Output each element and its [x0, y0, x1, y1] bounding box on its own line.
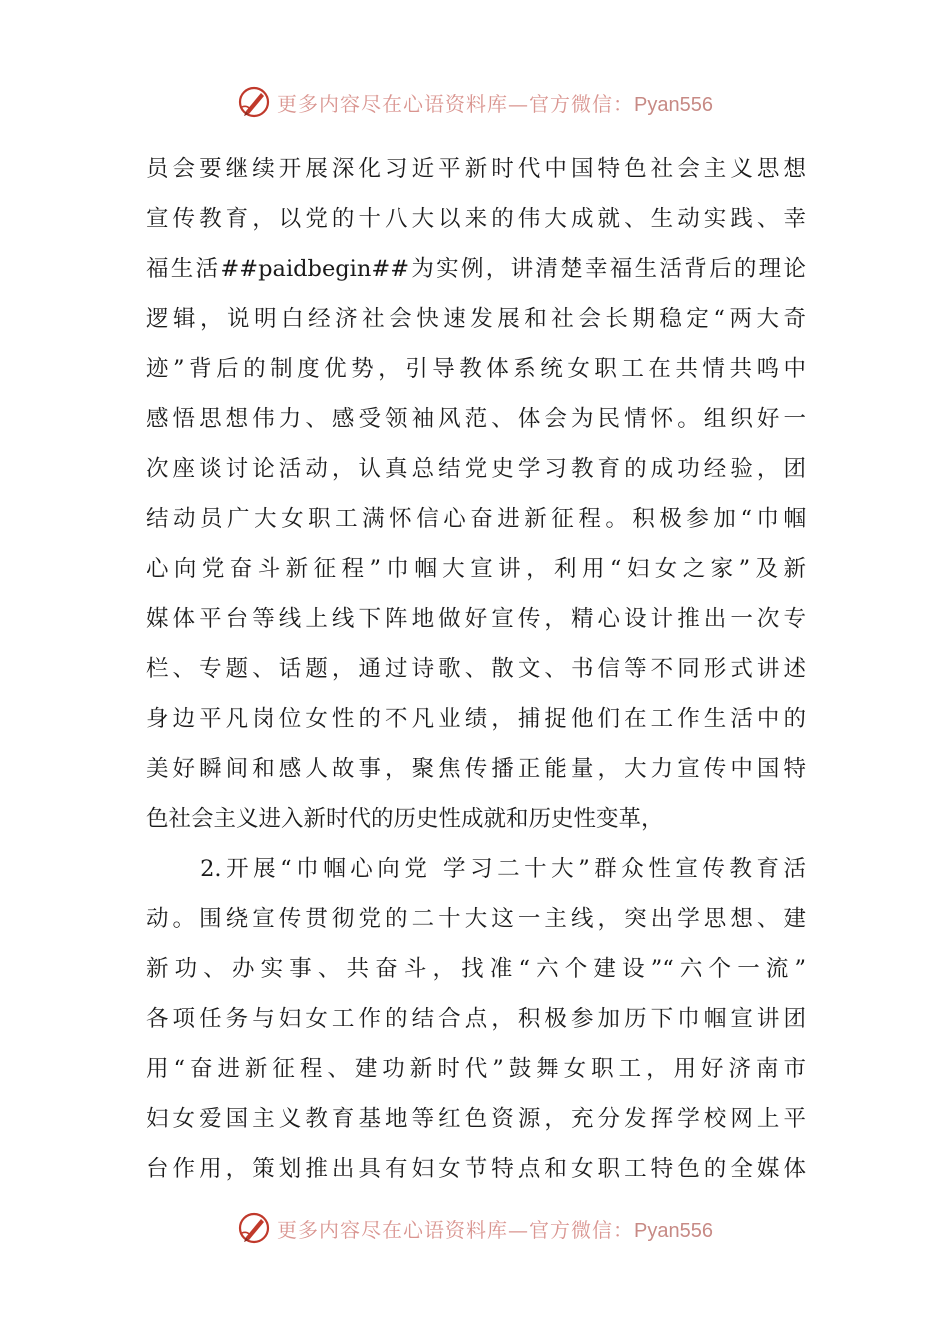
pen-circle-logo-icon: [237, 85, 271, 119]
header-banner: [0, 82, 950, 122]
text-line: 宣传教育，以党的十八大以来的伟大成就、生动实践、幸: [146, 206, 806, 232]
text-line: 福生活##paidbegin##为实例，讲清楚幸福生活背后的理论: [146, 256, 806, 282]
text-line: 员会要继续开展深化习近平新时代中国特色社会主义思想: [146, 156, 806, 182]
text-line: 逻辑，说明白经济社会快速发展和社会长期稳定“两大奇: [146, 306, 806, 332]
text-line: 心向党奋斗新征程”巾帼大宣讲，利用“妇女之家”及新: [146, 556, 806, 582]
text-line: 色社会主义进入新时代的历史性成就和历史性变革，: [146, 806, 664, 832]
text-line: 媒体平台等线上线下阵地做好宣传，精心设计推出一次专: [146, 606, 806, 632]
text-line: 妇女爱国主义教育基地等红色资源，充分发挥学校网上平: [146, 1106, 806, 1132]
text-line: 台作用，策划推出具有妇女节特点和女职工特色的全媒体: [146, 1156, 806, 1182]
banner-slogan: 更多内容尽在心语资料库—官方微信：: [277, 1217, 635, 1242]
text-line: 美好瞬间和感人故事，聚焦传播正能量，大力宣传中国特: [146, 756, 806, 782]
text-line: 2.开展“巾帼心向党 学习二十大”群众性宣传教育活: [146, 856, 806, 882]
text-line: 迹”背后的制度优势，引导教体系统女职工在共情共鸣中: [146, 356, 806, 382]
text-line: 身边平凡岗位女性的不凡业绩，捕捉他们在工作生活中的: [146, 706, 806, 732]
banner-text: [277, 1214, 713, 1243]
text-line: 次座谈讨论活动，认真总结党史学习教育的成功经验，团: [146, 456, 806, 482]
banner-wechat-id: Pyan556: [634, 93, 713, 116]
banner-wechat-id: Pyan556: [634, 1219, 713, 1242]
pen-circle-logo-icon: [237, 1211, 271, 1245]
banner-text: [277, 88, 713, 117]
text-line: 各项任务与妇女工作的结合点，积极参加历下巾帼宣讲团: [146, 1006, 806, 1032]
footer-banner: [0, 1208, 950, 1248]
text-line: 动。围绕宣传贯彻党的二十大这一主线，突出学思想、建: [146, 906, 806, 932]
text-line: 栏、专题、话题，通过诗歌、散文、书信等不同形式讲述: [146, 656, 806, 682]
text-line: 感悟思想伟力、感受领袖风范、体会为民情怀。组织好一: [146, 406, 806, 432]
text-line: 结动员广大女职工满怀信心奋进新征程。积极参加“巾帼: [146, 506, 806, 532]
document-body: [146, 144, 806, 1194]
text-line: 新功、办实事、共奋斗，找准“六个建设”“六个一流”: [146, 956, 806, 982]
text-line: 用“奋进新征程、建功新时代”鼓舞女职工，用好济南市: [146, 1056, 806, 1082]
banner-slogan: 更多内容尽在心语资料库—官方微信：: [277, 91, 635, 116]
